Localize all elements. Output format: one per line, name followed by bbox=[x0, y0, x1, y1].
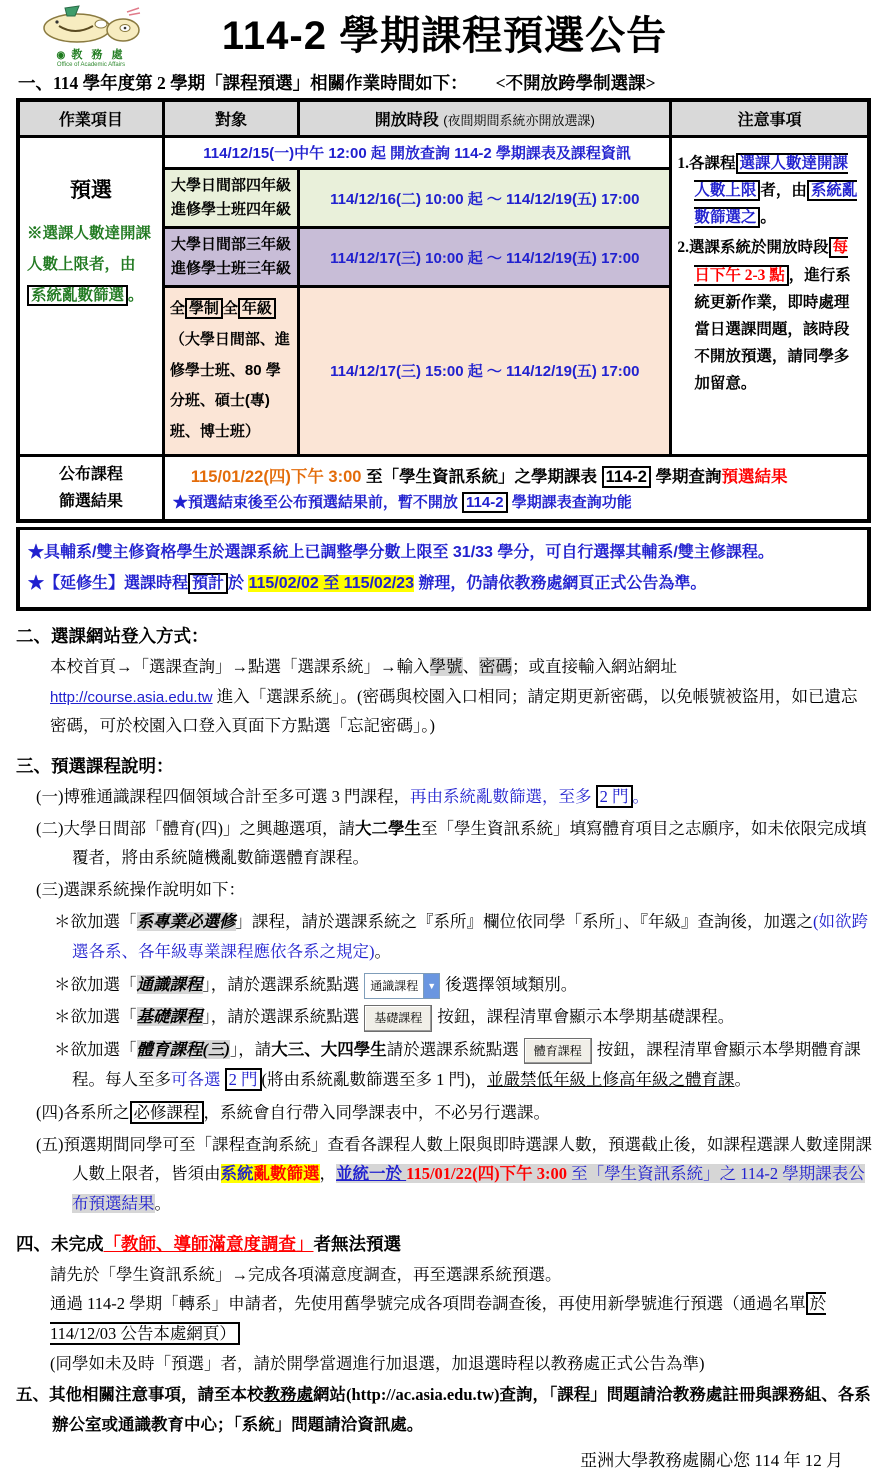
preselect-schedule-table bbox=[16, 98, 871, 523]
minor-double-major-note: ★具輔系/雙主修資格學生於選課系統上已調整學分數上限至 31/33 學分，可自行選擇其輔系/雙主修課程。 bbox=[28, 544, 774, 562]
result-highlight: 預選結果 bbox=[721, 468, 788, 487]
extended-students-note: ★【延修生】選課時程 預計 於 115/02/02 至 115/02/23 辦理，仍請依教務處網頁正式公告為準。 bbox=[28, 574, 707, 592]
password-term: 密碼 bbox=[479, 656, 512, 676]
col-header-target: 對象 bbox=[163, 100, 298, 137]
boxed-term: 114-2 bbox=[602, 466, 651, 488]
item-1: (一)博雅通識課程四個領域合計至多可選 3 門課程，再由系統亂數篩選，至多 2 門 。 bbox=[36, 786, 649, 806]
text-seg: 一、114 學年度第 2 學期「課程預選」相關作業時間如下： bbox=[18, 73, 468, 93]
transfer-instruction: 通過 114-2 學期「轉系」申請者，先使用舊學號完成各項問卷調查後，再使用新學號進行預選（通過名單 於 114/12/03 公告本處網頁） bbox=[50, 1294, 827, 1343]
major-elective-term: 系專業必選修 bbox=[136, 911, 236, 931]
section1-heading bbox=[18, 70, 873, 95]
preselect-label: 預選 bbox=[69, 179, 112, 202]
col-header-time-note: (夜間期間系統亦開放選課) bbox=[443, 113, 595, 128]
item-3: (三)選課系統操作說明如下： bbox=[36, 880, 245, 900]
boxed-announce-date: 於 114/12/03 公告本處網頁） bbox=[50, 1294, 827, 1343]
col-header-notice: 注意事項 bbox=[671, 100, 869, 137]
section2-heading: 二、選課網站登入方式： bbox=[16, 625, 209, 646]
survey-required-term: 「教師、導師滿意度調查」 bbox=[103, 1233, 314, 1254]
col-header-time: 開放時段 (夜間期間系統亦開放選課) bbox=[299, 100, 671, 137]
target-seniors: 大學日間部四年級 進修學士班四年級 bbox=[163, 169, 298, 228]
result-cell bbox=[163, 455, 869, 521]
boxed-term: 必修課程 bbox=[130, 1101, 204, 1124]
target-juniors: 大學日間部三年級 進修學士班三年級 bbox=[163, 228, 298, 287]
announcement-row bbox=[18, 137, 869, 169]
boxed-maintenance-hours: 每日下午 2-3 點 bbox=[694, 239, 849, 284]
closing-signature: 亞洲大學教務處關心您 114 年 12 月 bbox=[580, 1450, 843, 1470]
logo-office-subtitle: Office of Academic Affairs bbox=[56, 62, 126, 68]
boxed-term: 系統亂數篩選 bbox=[27, 285, 128, 306]
sub-item-major-courses: ＊欲加選「系專業必選修」課程，請於選課系統之『系所』欄位依同學「系所」、『年級』查詢後，加選之(如欲跨選各系、各年級專業課程應依各系之規定)。 bbox=[54, 911, 868, 962]
boxed-term: 選課人數達開課人數上限 bbox=[694, 155, 849, 200]
boxed-term: 學制 bbox=[185, 298, 223, 319]
basic-courses-button: 基礎課程 bbox=[364, 1005, 432, 1031]
dropdown-value: 通識課程 bbox=[370, 978, 419, 993]
item-2: (二)大學日間部「體育(四)」之興趣選項，請大二學生至「學生資訊系統」填寫體育項目之志願序，如未依限完成填覆者，將由系統隨機亂數篩選體育課程。 bbox=[36, 818, 867, 868]
notice-item-2: 2.選課系統於開放時段 每日下午 2-3 點 ，進行系統更新作業，即時處理當日選課問題，該時段不開放預選，請同學多加留意。 bbox=[677, 239, 851, 392]
basic-courses-term: 基礎課程 bbox=[136, 1007, 203, 1027]
time-seniors: 114/12/16(二) 10:00 起 ～ 114/12/19(五) 17:00 bbox=[299, 169, 671, 228]
col-header-item: 作業項目 bbox=[18, 100, 163, 137]
no-cross-system-note: <不開放跨學制選課> bbox=[495, 73, 656, 93]
result-line-2: ★預選結束後至公布預選結果前，暫不開放 114-2 學期課表查詢功能 bbox=[172, 494, 632, 512]
mascot-illustration bbox=[39, 4, 143, 44]
boxed-term: 年級 bbox=[238, 298, 276, 319]
result-label: 公布課程 篩選結果 bbox=[18, 455, 163, 521]
sub-item-basic-courses: ＊欲加選「基礎課程」，請於選課系統點選 基礎課程 按鈕，課程清單會顯示本學期基礎課程。 bbox=[54, 1002, 873, 1033]
sub-item-general-courses: ＊欲加選「通識課程」，請於選課系統點選 通識課程 ▼ 後選擇領域類別。 bbox=[54, 970, 873, 1001]
course-site-paragraph: http://course.asia.edu.tw 進入「選課系統」。(密碼與校園入口相同；請定期更新密碼，以免帳號被盜用，如已遺忘密碼，可於校園入口登入頁面下方點選「忘記密碼」。) bbox=[50, 686, 858, 736]
highlighted-dates: 115/02/02 至 115/02/23 bbox=[248, 574, 414, 592]
sub-item-pe-courses: ＊欲加選「體育課程(三)」，請大三、大四學生請於選課系統點選 體育課程 按鈕，課程清單會顯示本學期體育課程。每人至多可各選 2 門 (將由系統亂數篩選至多 1 門)，並嚴禁低年級上修高年級之體育課。 bbox=[54, 1039, 861, 1090]
boxed-term: 2 門 bbox=[596, 785, 633, 808]
survey-instruction: 請先於「學生資訊系統」→完成各項滿意度調查，再至選課系統預選。 bbox=[50, 1264, 562, 1284]
item-4: (四)各系所之 必修課程 ，系統會自行帶入同學課表中，不必另行選課。 bbox=[36, 1102, 550, 1122]
notice-cell bbox=[671, 137, 869, 456]
preselect-note: ※選課人數達開課人數上限者，由系統亂數篩選 。 bbox=[27, 225, 152, 304]
general-courses-term: 通識課程 bbox=[136, 974, 203, 994]
boxed-term: 2 門 bbox=[225, 1068, 262, 1091]
page-title: 114-2 學期課程預選公告 bbox=[221, 14, 668, 58]
logo-office-name: ◉ 教 務 處 bbox=[56, 49, 126, 61]
university-emblem-icon: ◉ bbox=[56, 50, 66, 61]
boxed-term: 114-2 bbox=[462, 492, 508, 513]
adddrop-note: (同學如未及時「預選」者，請於開學當週進行加退選，加退選時程以教務處正式公告為準) bbox=[50, 1353, 705, 1373]
preselect-item-cell bbox=[18, 137, 163, 456]
boxed-term: 預計 bbox=[188, 573, 228, 594]
login-steps-paragraph: 本校首頁→「選課查詢」→點選「選課系統」→輸入學號、密碼；或直接輸入網站網址 bbox=[50, 656, 677, 676]
student-id-term: 學號 bbox=[429, 656, 463, 676]
result-publish-highlight: 並統一於 115/01/22(四)下午 3:00 至「學生資訊系統」之 114-2 學期課表公布預選結果 bbox=[72, 1164, 865, 1213]
section5-heading: 五、其他相關注意事項，請至本校教務處網站(http://ac.asia.edu.tw)查詢，「課程」問題請洽教務處註冊與課務組、各系辦公室或通識教育中心；「系統」問題請洽資訊處。 bbox=[16, 1385, 871, 1434]
oaa-logo bbox=[26, 4, 156, 68]
table-header-row bbox=[18, 100, 869, 137]
chevron-down-icon: ▼ bbox=[423, 974, 439, 998]
section4-heading: 四、未完成「教師、導師滿意度調查」者無法預選 bbox=[16, 1233, 401, 1254]
page-header bbox=[16, 4, 873, 68]
time-all-programs: 114/12/17(三) 15:00 起 ～ 114/12/19(五) 17:00 bbox=[299, 287, 671, 456]
course-site-link[interactable]: http://course.asia.edu.tw bbox=[50, 688, 213, 706]
oaa-term: 教務處 bbox=[263, 1385, 313, 1405]
general-courses-dropdown bbox=[364, 973, 440, 999]
time-juniors: 114/12/17(三) 10:00 起 ～ 114/12/19(五) 17:00 bbox=[299, 228, 671, 287]
pe-courses-button: 體育課程 bbox=[524, 1038, 592, 1064]
result-datetime: 115/01/22(四)下午 3:00 bbox=[190, 468, 362, 487]
random-filter-highlight: 系統亂數篩選 bbox=[220, 1164, 320, 1184]
result-line-1: 115/01/22(四)下午 3:00 至「學生資訊系統」之學期課表 114-2 學期查詢預選結果 bbox=[190, 468, 788, 487]
boxed-term: 系統亂數篩選之 bbox=[694, 182, 858, 227]
item-5: (五)預選期間同學可至「課程查詢系統」查看各課程人數上限與即時選課人數，預選截止後，如課程選課人數達開課人數上限者，皆須由系統亂數篩選，並統一於 115/01/22(四)下午 3:00 至「學生資訊系統」之 114-2 學期課表公布預選結果。 bbox=[36, 1134, 872, 1213]
star-notes-box bbox=[16, 527, 871, 611]
result-row bbox=[18, 455, 869, 521]
target-all-programs: 全 學制 全 年級（大學日間部、進修學士班、80 學分班、碩士(專)班、博士班） bbox=[163, 287, 298, 456]
query-open-announcement: 114/12/15(一)中午 12:00 起 開放查詢 114-2 學期課表及課程資訊 bbox=[163, 137, 671, 169]
notice-item-1: 1.各課程 選課人數達開課人數上限 者，由 系統亂數篩選之 。 bbox=[677, 155, 858, 227]
pe-courses-term: 體育課程(三) bbox=[136, 1039, 230, 1059]
section3-heading: 三、預選課程說明： bbox=[16, 755, 174, 776]
